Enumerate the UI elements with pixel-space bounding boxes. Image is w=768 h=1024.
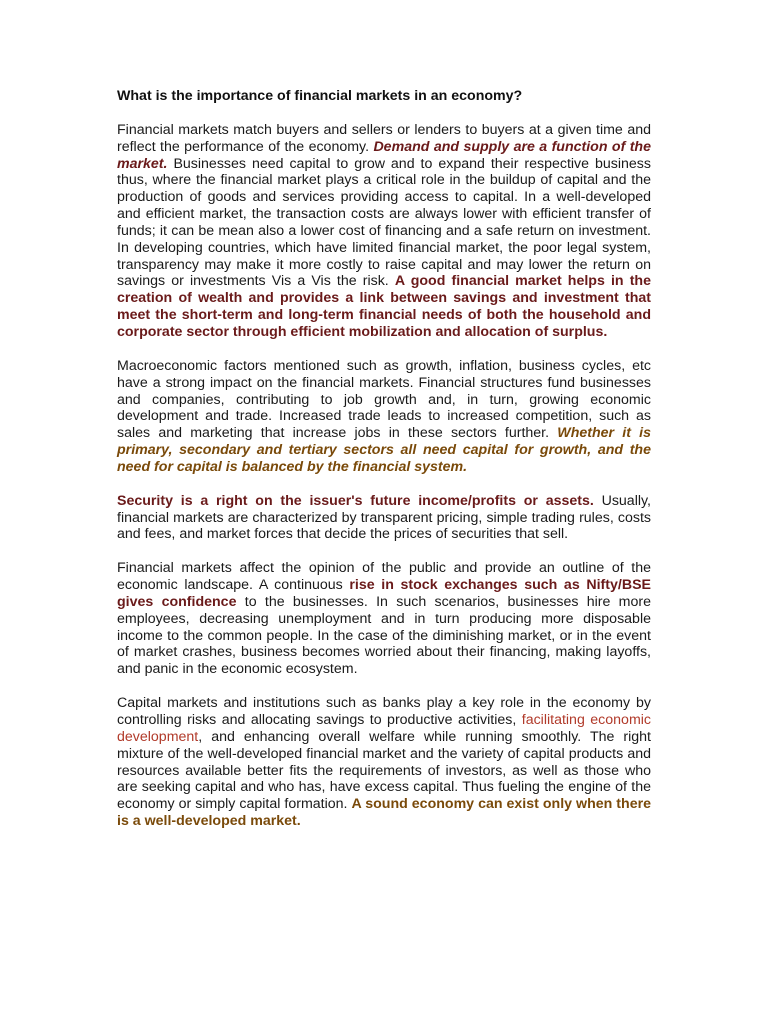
paragraph-5-text-a: Capital markets and institutions such as banks play a key role in the economy by controlling risks and allocating savings to productive activities, — [117, 695, 651, 728]
paragraph-1 — [117, 122, 651, 341]
paragraph-5-link-facilitating[interactable]: facilitating economic development — [117, 712, 652, 745]
paragraph-1-highlight-b: A good financial market helps in the creation of wealth and provides a link between savings and investment that meet the short-term and long-term financial needs of both the household and corporate sector through efficient mobilization and allocation of surplus. — [117, 273, 651, 340]
paragraph-1-text-b: Businesses need capital to grow and to expand their respective business thus, where the financial market plays a critical role in the buildup of capital and the production of goods and services providing access to capital. In a well-developed and efficient market, the transaction costs are always lower with efficient transfer of funds; it can be mean also a lower cost of financing and a safe return on investment. In developing countries, which have limited financial market, the poor legal system, transparency may make it more costly to raise capital and may lower the return on savings or investments Vis a Vis the risk. — [117, 155, 651, 290]
paragraph-2-highlight-a: Whether it is primary, secondary and tertiary sectors all need capital for growth, and the need for capital is balanced by the financial system. — [117, 425, 651, 475]
paragraph-5 — [117, 695, 651, 830]
paragraph-5-text-b: , and enhancing overall welfare while running smoothly. The right mixture of the well-developed financial market and the variety of capital products and resources available better fits the requirements of investors, as well as those who are seeking capital and who has, have excess capital. Thus fueling the engine of the economy or simply capital formation. — [117, 728, 651, 813]
paragraph-3 — [117, 493, 651, 544]
paragraph-4-text-a: Financial markets affect the opinion of the public and provide an outline of the economic landscape. A continuous — [117, 560, 651, 594]
paragraph-5-highlight-a: A sound economy can exist only when there is a well-developed market. — [117, 796, 651, 830]
document-page — [117, 88, 651, 847]
paragraph-3-highlight-a: Security is a right on the issuer's future income/profits or assets. — [117, 492, 594, 509]
paragraph-4 — [117, 560, 651, 678]
document-title: What is the importance of financial markets in an economy? — [117, 88, 523, 104]
paragraph-1-text-a: Financial markets match buyers and sellers or lenders to buyers at a given time and reflect the performance of the economy. — [117, 121, 651, 155]
paragraph-3-text-a: Usually, financial markets are characterized by transparent pricing, simple trading rules, costs and fees, and market forces that decide the prices of securities that sell. — [117, 492, 651, 543]
paragraph-4-highlight-a: rise in stock exchanges such as Nifty/BSE gives confidence — [117, 577, 651, 610]
paragraph-1-highlight-a: Demand and supply are a function of the market. — [117, 138, 651, 172]
paragraph-2 — [117, 358, 651, 476]
paragraph-4-text-b: to the businesses. In such scenarios, businesses hire more employees, decreasing unemployment and in turn producing more disposable income to the common people. In the case of the diminishing market, or in the event of market crashes, business becomes worried about their financing, making layoffs, and panic in the economic ecosystem. — [117, 593, 651, 678]
paragraph-2-text-a: Macroeconomic factors mentioned such as growth, inflation, business cycles, etc have a strong impact on the financial markets. Financial structures fund businesses and companies, contributing to job growth and, in turn, growing economic development and trade. Increased trade leads to increased competition, such as sales and marketing that increase jobs in these sectors further. — [117, 357, 651, 442]
